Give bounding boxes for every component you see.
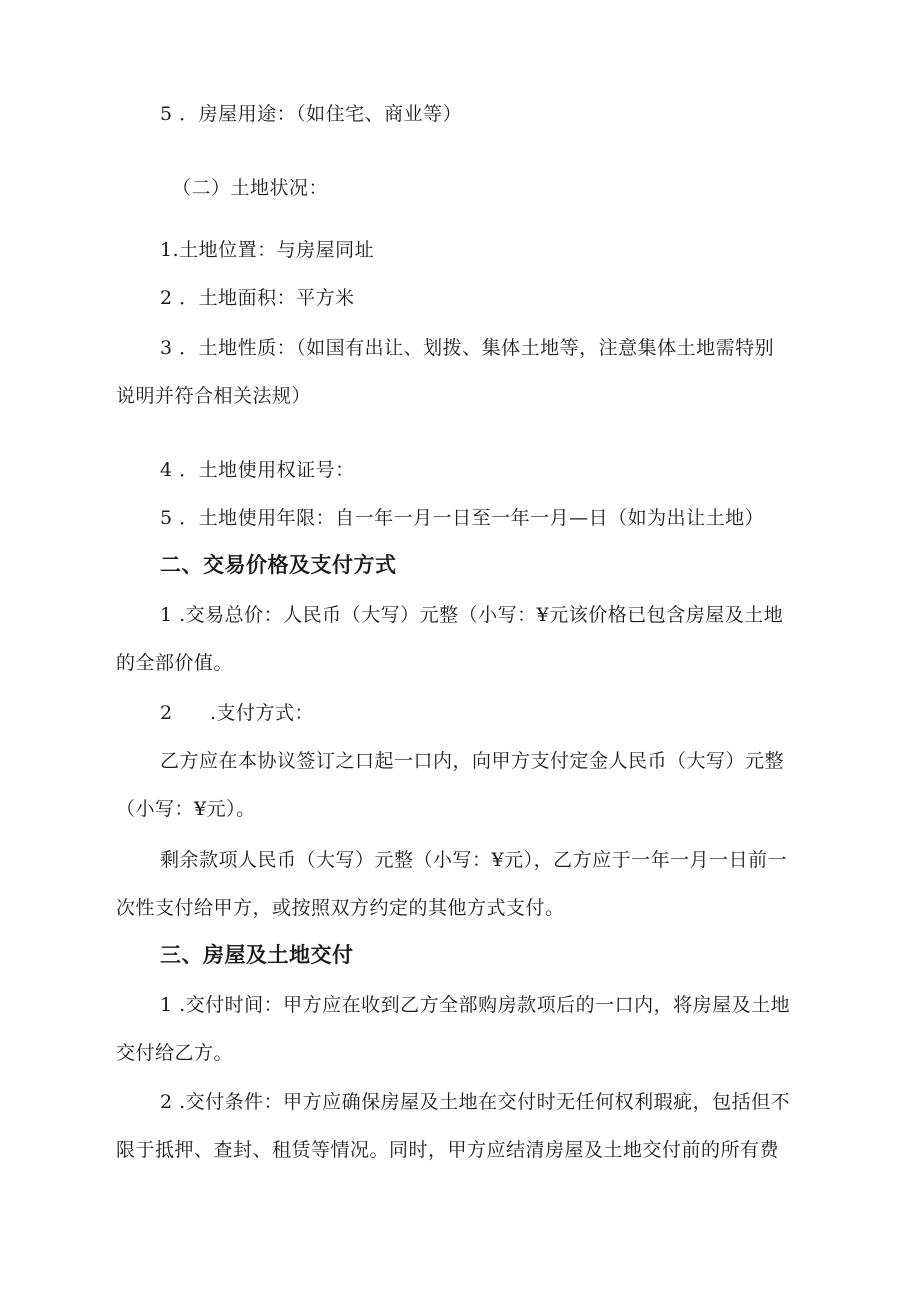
section-heading-price: 二、交易价格及支付方式 [160, 553, 397, 577]
payment-method-number: 2 [160, 702, 173, 724]
balance-line: 剩余款项人民币（大写）元整（小写：¥元），乙方应于一年一月一日前一 [160, 849, 788, 871]
total-price-line-cont: 的全部价值。 [116, 652, 234, 674]
balance-line-cont: 次性支付给甲方，或按照双方约定的其他方式支付。 [116, 897, 565, 919]
land-certificate-line: 4 ．土地使用权证号： [160, 459, 355, 481]
land-nature-line: 3 ．土地性质：（如国有出让、划拨、集体土地等，注意集体土地需特别 [160, 337, 775, 359]
land-status-subheading: （二）土地状况： [172, 177, 329, 199]
deposit-line: 乙方应在本协议签订之口起一口内，向甲方支付定金人民币（大写）元整 [160, 750, 785, 772]
payment-method-line [160, 701, 314, 725]
land-location-line: 1.土地位置：与房屋同址 [160, 239, 375, 261]
land-nature-line-cont: 说明并符合相关法规） [116, 385, 312, 407]
section-heading-delivery: 三、房屋及土地交付 [160, 943, 354, 967]
delivery-time-line: 1 .交付时间：甲方应在收到乙方全部购房款项后的一口内，将房屋及土地 [160, 994, 791, 1016]
land-term-line: 5 ．土地使用年限：自一年一月一日至一年一月—日（如为出让土地） [160, 507, 765, 529]
payment-method-label: .支付方式： [210, 702, 315, 724]
delivery-condition-line-cont: 限于抵押、查封、租赁等情况。同时，甲方应结清房屋及土地交付前的所有费 [116, 1139, 780, 1161]
land-area-line: 2 ．土地面积：平方米 [160, 287, 355, 309]
house-usage-line: 5 ．房屋用途：（如住宅、商业等） [160, 103, 463, 125]
delivery-time-line-cont: 交付给乙方。 [116, 1042, 234, 1064]
total-price-line: 1 .交易总价：人民币（大写）元整（小写：¥元该价格已包含房屋及土地 [160, 604, 784, 626]
deposit-line-cont: （小写：¥元）。 [116, 798, 256, 820]
delivery-condition-line: 2 .交付条件：甲方应确保房屋及土地在交付时无任何权利瑕疵，包括但不 [160, 1091, 791, 1113]
